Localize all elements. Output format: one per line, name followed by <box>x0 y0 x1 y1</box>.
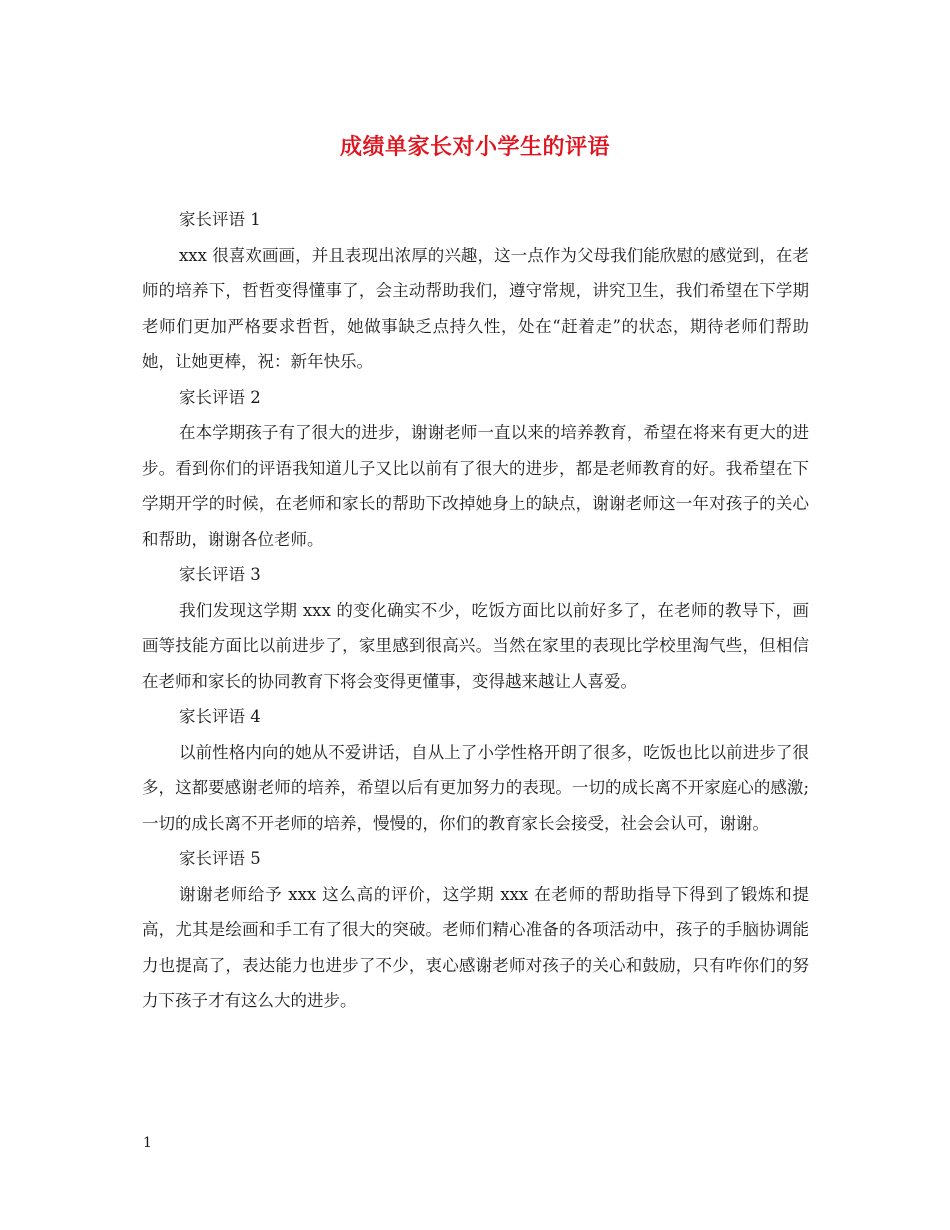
section-paragraph-5: 谢谢老师给予 xxx 这么高的评价，这学期 xxx 在老师的帮助指导下得到了锻炼和提高，尤其是绘画和手工有了很大的突破。老师们精心准备的各项活动中，孩子的手脑协调能力也提高了，表达能力也进步了不少，衷心感谢老师对孩子的关心和鼓励，只有咋你们的努力下孩子才有这么大的进步。 <box>142 884 809 1010</box>
section-heading-3: 家长评语 3 <box>179 565 261 584</box>
document-body <box>142 202 809 1019</box>
section-heading-1: 家长评语 1 <box>179 210 261 229</box>
section-heading-5: 家长评语 5 <box>179 849 261 868</box>
page-number: 1 <box>143 1135 152 1151</box>
section-paragraph-4: 以前性格内向的她从不爱讲话，自从上了小学性格开朗了很多，吃饭也比以前进步了很多，这都要感谢老师的培养，希望以后有更加努力的表现。一切的成长离不开家庭心的感激;一切的成长离不开老师的培养，慢慢的，你们的教育家长会接受，社会会认可，谢谢。 <box>142 742 809 833</box>
section-paragraph-1: xxx 很喜欢画画，并且表现出浓厚的兴趣，这一点作为父母我们能欣慰的感觉到，在老师的培养下，哲哲变得懂事了，会主动帮助我们，遵守常规，讲究卫生，我们希望在下学期老师们更加严格要求哲哲，她做事缺乏点持久性，处在“赶着走”的状态，期待老师们帮助她，让她更棒，祝：新年快乐。 <box>142 245 809 371</box>
section-heading-4: 家长评语 4 <box>179 707 261 726</box>
section-paragraph-3: 我们发现这学期 xxx 的变化确实不少，吃饭方面比以前好多了，在老师的教导下，画画等技能方面比以前进步了，家里感到很高兴。当然在家里的表现比学校里淘气些，但相信在老师和家长的协同教育下将会变得更懂事，变得越来越让人喜爱。 <box>142 600 809 691</box>
page-title: 成绩单家长对小学生的评语 <box>339 135 610 160</box>
section-heading-2: 家长评语 2 <box>179 387 261 407</box>
section-paragraph-2: 在本学期孩子有了很大的进步，谢谢老师一直以来的培养教育，希望在将来有更大的进步。看到你们的评语我知道儿子又比以前有了很大的进步，都是老师教育的好。我希望在下学期开学的时候，在老师和家长的帮助下改掉她身上的缺点，谢谢老师这一年对孩子的关心和帮助，谢谢各位老师。 <box>142 423 809 549</box>
